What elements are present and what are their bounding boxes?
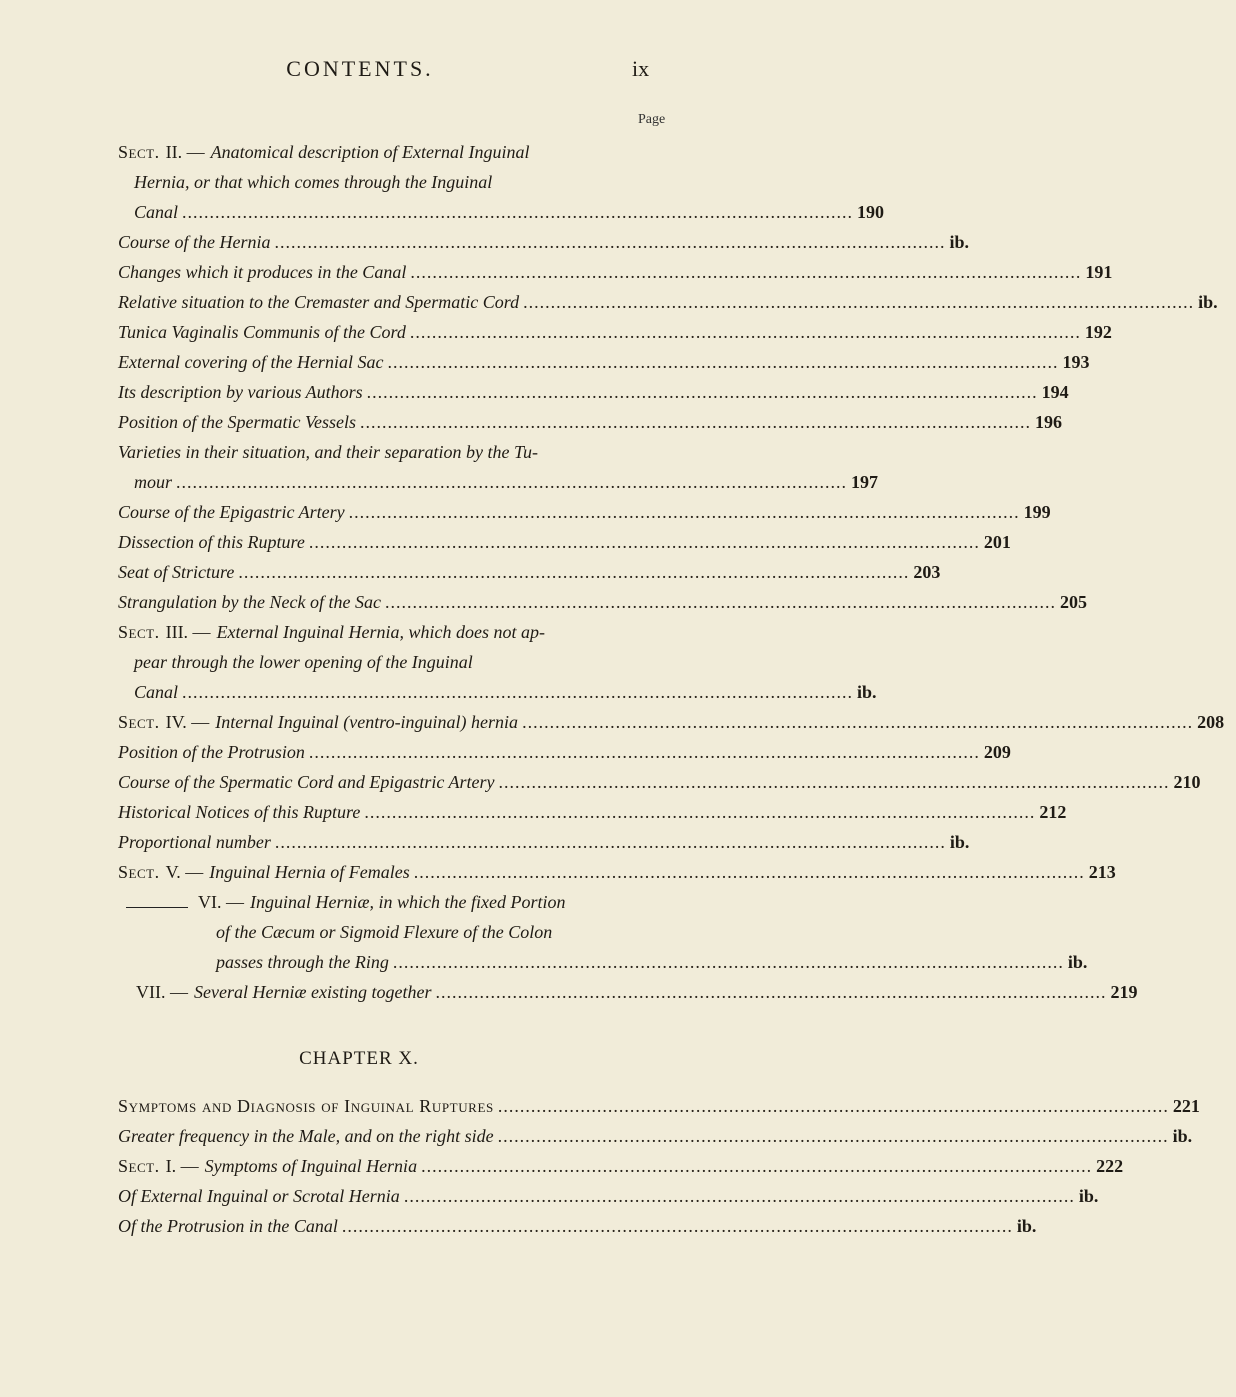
dot-leader: .......................................................................................................................... [498,772,1170,792]
entry-title: External Inguinal Hernia, which does not ap- [216,622,546,642]
dot-leader: .......................................................................................................................... [308,742,980,762]
entry-title: mour [134,472,173,492]
dot-leader: .......................................................................................................................... [413,862,1085,882]
entry-title: Varieties in their situation, and their separation by the Tu- [118,442,538,462]
entry-page: 212 [1039,802,1067,822]
dot-leader: .......................................................................................................................... [348,502,1020,522]
entry-page: 213 [1088,862,1116,882]
toc-entry [118,587,1087,617]
toc-entry [118,197,885,227]
entry-page: 190 [857,202,885,222]
toc-entry [118,1181,1099,1211]
dot-leader: .......................................................................................................................... [497,1126,1169,1146]
entry-page: ib. [857,682,877,702]
toc-entry [118,767,1201,797]
entry-page: 197 [851,472,879,492]
entry-title: Dissection of this Rupture [118,532,305,552]
entry-title: Seat of Stricture [118,562,235,582]
entry-title: Proportional number [118,832,271,852]
entry-title: Position of the Spermatic Vessels [118,412,356,432]
dot-leader: .......................................................................................................................... [366,382,1038,402]
entry-page: 219 [1110,982,1138,1002]
toc-entry [118,257,1113,287]
dot-leader: .......................................................................................................................... [523,292,1195,312]
dot-leader: .......................................................................................................................... [341,1216,1013,1236]
entry-page: 221 [1172,1096,1200,1116]
entry-title: Inguinal Hernia of Females [209,862,410,882]
entry-title: Symptoms and Diagnosis of Inguinal Ruptures [118,1096,494,1116]
toc-entry [118,1091,1200,1121]
entry-title: Hernia, or that which comes through the Inguinal [134,172,493,192]
entry-page: 201 [983,532,1011,552]
toc-entry [118,1121,1193,1151]
toc-entry [118,377,1069,407]
entry-title: passes through the Ring [216,952,389,972]
entry-page: ib. [1172,1126,1193,1146]
sect-label: Sect. [118,142,160,162]
sect-number: VII. — [136,982,188,1002]
sect-number: V. — [165,862,204,882]
entry-title: of the Cæcum or Sigmoid Flexure of the Colon [216,922,553,942]
dot-leader: .......................................................................................................................... [274,832,946,852]
dot-leader: .......................................................................................................................... [364,802,1036,822]
dot-leader: .......................................................................................................................... [392,952,1064,972]
entry-title: pear through the lower opening of the Inguinal [134,652,473,672]
entry-title: Its description by various Authors [118,382,363,402]
dot-leader: .......................................................................................................................... [387,352,1059,372]
ditto-dash [126,907,188,908]
entry-title: Of External Inguinal or Scrotal Hernia [118,1186,400,1206]
dot-leader: .......................................................................................................................... [403,1186,1075,1206]
toc-entry [118,497,1051,527]
sect-label: Sect. [118,862,160,882]
dot-leader: .......................................................................................................................... [409,322,1081,342]
sect-label: Sect. [118,712,160,732]
dot-leader: .......................................................................................................................... [497,1096,1169,1116]
entry-page: 192 [1084,322,1112,342]
entry-title: Position of the Protrusion [118,742,305,762]
sect-label: Sect. [118,622,160,642]
entry-page: ib. [1016,1216,1037,1236]
entry-page: ib. [1198,292,1218,312]
toc-entry [118,287,1218,317]
dot-leader: .......................................................................................................................... [274,232,946,252]
running-title: CONTENTS. [286,56,434,81]
toc-entry-continuation [118,677,877,707]
dot-leader: .......................................................................................................................... [435,982,1107,1002]
sect-number: IV. — [165,712,210,732]
toc-entry [118,1211,1037,1241]
dot-leader: .......................................................................................................................... [176,472,848,492]
sect-number: I. — [165,1156,199,1176]
entry-title: External covering of the Hernial Sac [118,352,384,372]
entry-title: Canal [134,682,179,702]
entry-page: 209 [983,742,1011,762]
entry-page: 222 [1096,1156,1124,1176]
sect-number: III. — [165,622,211,642]
dot-leader: .......................................................................................................................... [359,412,1031,432]
entry-title: Symptoms of Inguinal Hernia [204,1156,418,1176]
toc-entry [118,827,970,857]
toc-entry-continuation [118,167,660,197]
chapter-heading: CHAPTER X. [299,1048,419,1069]
entry-page: 191 [1085,262,1113,282]
toc-entry [118,857,1116,887]
entry-page: 194 [1041,382,1069,402]
toc-entry [118,557,941,587]
dot-leader: .......................................................................................................................... [182,682,854,702]
entry-title: Relative situation to the Cremaster and Spermatic Cord [118,292,520,312]
dot-leader: .......................................................................................................................... [410,262,1082,282]
dot-leader: .......................................................................................................................... [182,202,854,222]
toc-entry [118,887,660,917]
entry-title: Of the Protrusion in the Canal [118,1216,338,1236]
page-column-label: Page [638,112,666,127]
page-header [0,56,800,86]
entry-title: Anatomical description of External Inguinal [210,142,530,162]
dot-leader: .......................................................................................................................... [238,562,910,582]
toc-entry [118,137,660,167]
entry-page: 193 [1062,352,1090,372]
entry-page: ib. [1078,1186,1099,1206]
dot-leader: .......................................................................................................................... [421,1156,1093,1176]
dot-leader: .......................................................................................................................... [384,592,1056,612]
entry-title: Greater frequency in the Male, and on the right side [118,1126,494,1146]
toc-entry [118,707,1225,737]
toc-entry [118,227,970,257]
entry-title: Historical Notices of this Rupture [118,802,361,822]
entry-title: Internal Inguinal (ventro-inguinal) hernia [215,712,519,732]
sect-number: VI. — [198,892,244,912]
entry-page: 205 [1059,592,1087,612]
entry-page: ib. [949,832,970,852]
toc-entry [118,317,1112,347]
toc-entry-continuation [118,467,879,497]
entry-title: Course of the Spermatic Cord and Epigastric Artery [118,772,495,792]
entry-title: Strangulation by the Neck of the Sac [118,592,381,612]
sect-number: II. — [165,142,205,162]
page-number: ix [632,56,650,81]
entry-title: Course of the Epigastric Artery [118,502,345,522]
toc-entry [118,617,660,647]
table-of-contents [118,137,1225,1241]
dot-leader: .......................................................................................................................... [308,532,980,552]
entry-title: Several Herniæ existing together [194,982,432,1002]
dot-leader: .......................................................................................................................... [522,712,1194,732]
toc-entry [118,407,1062,437]
entry-page: ib. [1067,952,1088,972]
entry-page: ib. [949,232,970,252]
toc-entry [118,1151,1124,1181]
toc-entry [118,977,1138,1007]
entry-page: 208 [1197,712,1225,732]
toc-entry [118,797,1067,827]
toc-entry [118,737,1011,767]
entry-title: Canal [134,202,179,222]
toc-entry [118,527,1011,557]
entry-title: Inguinal Herniæ, in which the fixed Portion [250,892,566,912]
entry-page: 199 [1023,502,1051,522]
toc-entry [118,347,1090,377]
entry-page: 210 [1173,772,1201,792]
entry-title: Changes which it produces in the Canal [118,262,407,282]
entry-page: 203 [913,562,941,582]
toc-entry-continuation [118,947,1088,977]
entry-title: Course of the Hernia [118,232,271,252]
entry-page: 196 [1034,412,1062,432]
toc-entry-continuation [118,647,660,677]
sect-label: Sect. [118,1156,160,1176]
toc-entry-continuation [118,917,660,947]
toc-entry [118,437,660,467]
entry-title: Tunica Vaginalis Communis of the Cord [118,322,406,342]
